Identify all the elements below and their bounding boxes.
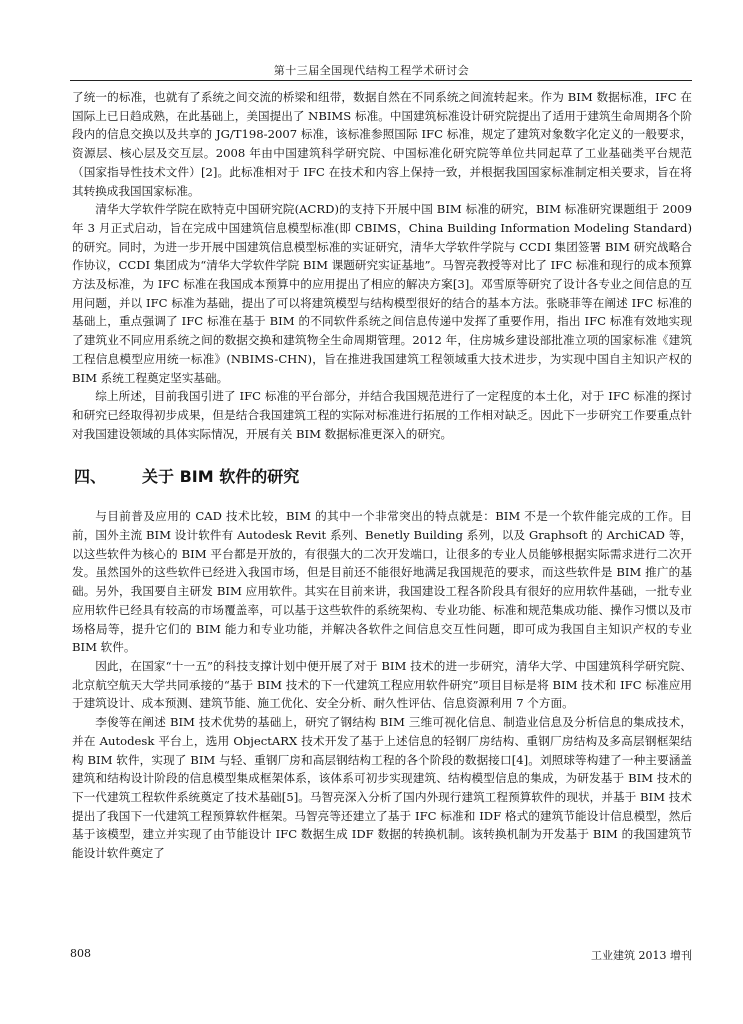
- section-heading: [74, 467, 692, 487]
- paragraph-5: 因此，在国家“十一五”的科技支撑计划中便开展了对于 BIM 技术的进一步研究，清华大学、中国建筑科学研究院、北京航空航天大学共同承接的“基于 BIM 技术的下一代建筑工程应用软件研究”项目目标是将 BIM 技术和 IFC 标准应用于建筑设计、成本预测、建筑节能、施工优化、安全分析、耐久性评估、信息资源利用 7 个方面。: [72, 658, 692, 711]
- body-text: [72, 88, 692, 863]
- paragraph-1: 了统一的标准，也就有了系统之间交流的桥梁和纽带，数据自然在不同系统之间流转起来。作为 BIM 数据标准，IFC 在国际上已日趋成熟，在此基础上，美国提出了 NBIMS 标准。中国建筑标准设计研究院提出了适用于建筑生命周期各个阶段内的信息交换以及共享的 JG/T198-2007 标准，该标准参照国际 IFC 标准，规定了建筑对象数字化定义的一般要求，资源层、核心层及交互层。2008 年由中国建筑科学研究院、中国标准化研究院等单位共同起草了工业基础类平台规范（国家指导性技术文件）[2]。此标准相对于 IFC 在技术和内容上保持一致，并根据我国国家标准制定相关要求，旨在将其转换成我国国家标准。: [72, 90, 692, 198]
- section-number: 四、: [74, 467, 107, 487]
- paragraph-6: 李俊等在阐述 BIM 技术优势的基础上，研究了钢结构 BIM 三维可视化信息、制造业信息及分析信息的集成技术，并在 Autodesk 平台上，选用 ObjectARX 技术开发了基于上述信息的轻钢厂房结构、重钢厂房结构及多高层钢框架结构 BIM 软件，实现了 BIM 与轻、重钢厂房和高层钢结构工程的各个阶段的数据接口[4]。刘照球等构建了一种主要涵盖建筑和结构设计阶段的信息模型集成框架体系，该体系可初步实现建筑、结构模型信息的集成，为研发基于 BIM 技术的下一代建筑工程软件系统奠定了技术基础[5]。马智亮深入分析了国内外现行建筑工程预算软件的现状，并基于 BIM 技术提出了我国下一代建筑工程预算软件框架。马智亮等还建立了基于 IFC 标准和 IDF 格式的建筑节能设计信息模型，然后基于该模型，建立并实现了由节能设计 IFC 数据生成 IDF 数据的转换机制。该转换机制为开发基于 BIM 的我国建筑节能设计软件奠定了: [72, 715, 692, 861]
- header-rule: [70, 80, 692, 81]
- running-header-title: 第十三届全国现代结构工程学术研讨会: [273, 64, 470, 77]
- page-number: 808: [70, 947, 91, 960]
- paragraph-2: 清华大学软件学院在欧特克中国研究院(ACRD)的支持下开展中国 BIM 标准的研究，BIM 标准研究课题组于 2009 年 3 月正式启动，旨在完成中国建筑信息模型标准(即 CBIMS，China Building Information Modeling Standard)的研究。同时，为进一步开展中国建筑信息模型标准的实证研究，清华大学软件学院与 CCDI 集团签署 BIM 研究战略合作协议，CCDI 集团成为“清华大学软件学院 BIM 课题研究实证基地”。马智亮教授等对比了 IFC 标准和现行的成本预算方法及标准，为 IFC 标准在我国成本预算中的应用提出了相应的解决方案[3]。邓雪原等研究了设计各专业之间信息的互用问题，并以 IFC 标准为基础，提出了可以将建筑模型与结构模型很好的结合的基本方法。张晓菲等在阐述 IFC 标准的基础上，重点强调了 IFC 标准在基于 BIM 的不同软件系统之间信息传递中发挥了重要作用，指出 IFC 标准有效地实现了建筑业不同应用系统之间的数据交换和建筑物全生命周期管理。2012 年，住房城乡建设部批准立项的国家标准《建筑工程信息模型应用统一标准》(NBIMS-CHN)，旨在推进我国建筑工程领域重大技术进步，为实现中国自主知识产权的 BIM 系统工程奠定坚实基础。: [72, 202, 692, 385]
- section-title: 关于 BIM 软件的研究: [142, 467, 300, 487]
- journal-info: 工业建筑 2013 增刊: [591, 949, 692, 962]
- paragraph-4: 与目前普及应用的 CAD 技术比较，BIM 的其中一个非常突出的特点就是：BIM 不是一个软件能完成的工作。目前，国外主流 BIM 设计软件有 Autodesk Revit 系列、Benetly Building 系列，以及 Graphsoft 的 ArchiCAD 等，以这些软件为核心的 BIM 平台都是开放的，有很强大的二次开发端口，让很多的专业人员能够根据实际需求进行二次开发。虽然国外的这些软件已经进入我国市场，但是目前还不能很好地满足我国规范的要求，而这些软件是 BIM 推广的基础。另外，我国要自主研发 BIM 应用软件。其实在目前来讲，我国建设工程各阶段具有很好的应用软件基础，一批专业应用软件已经具有较高的市场覆盖率，可以基于这些软件的系统架构、专业功能、标准和规范集成功能、操作习惯以及市场格局等，提升它们的 BIM 能力和专业功能，并解决各软件之间信息交互性问题，即可成为我国自主知识产权的专业 BIM 软件。: [72, 509, 692, 655]
- paragraph-3: 综上所述，目前我国引进了 IFC 标准的平台部分，并结合我国规范进行了一定程度的本土化，对于 IFC 标准的探讨和研究已经取得初步成果，但是结合我国建筑工程的实际对标准进行拓展的工作相对缺乏。因此下一步研究工作要重点针对我国建设领域的具体实际情况，开展有关 BIM 数据标准更深入的研究。: [72, 389, 692, 441]
